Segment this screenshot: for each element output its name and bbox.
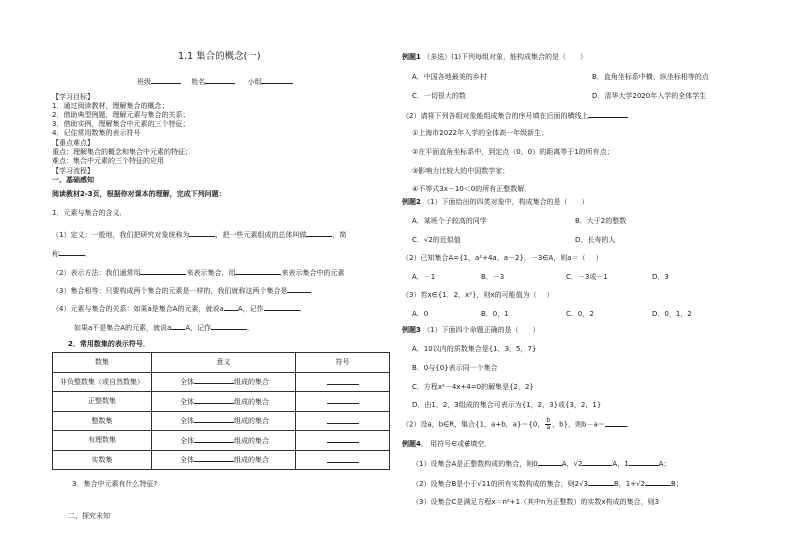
meaning-cell: 全体 组成的集合 [152,431,296,451]
table-row [53,392,390,412]
group-label: 小组 [247,78,262,86]
goal-item: 4．记住常用数集的表示符号 [52,129,141,137]
keypoint-key: 重点：理解集合的概念和集合中元素的特征； [52,148,192,156]
keypoints-heading: 【重点难点】 [52,139,94,147]
example-4-part-3: （3）设集合C是满足方程x＝n²+1（其中n为正整数）的实数x构成的集合，则3 [412,498,660,506]
option[interactable]: D．长寿的人 [575,236,616,244]
list-item: ①上海市2022年入学的全体高一年级新生； [412,129,549,137]
process-heading: 【学习流程】 [52,167,94,175]
fill-blank[interactable] [194,396,234,404]
option[interactable]: D．0，1，2 [652,310,692,318]
example-1-head: 例题1 [402,53,421,61]
set-name-cell: 实数集 [53,450,152,470]
option[interactable]: B．－3 [481,273,505,281]
meaning-cell: 全体 组成的集合 [152,392,296,412]
set-equality-line: （3）集合相等：只要构成两个集合的元素是一样的，我们就称这两个集合是 [52,285,311,296]
fill-blank[interactable] [327,416,359,424]
section-basic-heading: 一、基础感知 [52,176,94,184]
goals-heading: 【学习目标】 [52,93,94,101]
example-1-question: 例题1 （多选）(1)下列每组对象，能构成集合的是（ ） [402,53,588,61]
class-blank[interactable] [151,76,181,84]
reading-instruction: 阅读教材2-3页，根据你对课本的理解，完成下列问题： [52,190,226,198]
fraction: $\frac{b}{a}$ [546,417,551,431]
example-3-part-2: （2）设a，b∈R，集合{1，a+b，a}＝{0， $\frac{b}{a}$ ，b}，则b－a＝ ． [402,417,634,431]
table-row [53,411,390,431]
symbol-cell [296,392,390,412]
option[interactable]: B．直角坐标系中横、纵坐标相等的点 [592,73,709,81]
table-header: 符号 [296,353,390,373]
option[interactable]: B．大于2的整数 [575,217,627,225]
fill-blank[interactable] [59,248,85,256]
option[interactable]: D．清华大学2020年入学的全体学生 [592,92,707,100]
element-features-question: 3．集合中元素有什么特征? [72,480,158,488]
section-explore-heading: 二、探究未知 [68,512,110,520]
option[interactable]: B．0与{0}表示同一个集合 [412,364,498,372]
example-3-head: 例题3 [402,326,421,334]
fill-blank[interactable] [327,455,359,463]
table-row [53,372,390,392]
example-2-part-2: （2）已知集合A={1，a²+4a，a－2}，－3∈A，则a＝（ ） [402,254,603,262]
symbol-cell [296,431,390,451]
option[interactable]: C．0，2 [566,310,594,318]
set-name-cell: 有理数集 [53,431,152,451]
table-row [53,431,390,451]
fill-blank[interactable] [306,229,332,237]
fill-blank[interactable] [327,377,359,385]
fill-blank[interactable] [235,267,281,275]
fill-blank[interactable] [327,396,359,404]
fill-blank[interactable] [588,478,614,486]
definition-line-2: 称 ． [52,250,92,258]
set-name-cell: 非负整数集（或自然数集） [53,372,152,392]
example-3-question: 例题3 （1）下面四个命题正确的是（ ） [402,326,540,334]
question-element-set-title: 1．元素与集合的含义． [52,209,127,217]
fill-blank[interactable] [645,478,671,486]
fill-blank[interactable] [264,303,300,311]
option[interactable]: A．0 [412,310,429,318]
table-row [53,450,390,470]
fill-blank[interactable] [538,458,562,466]
number-sets-table [52,352,390,470]
example-2-part-3: （3）若x∈{1，2，x²}，则x的可能值为（ ） [402,291,554,299]
keypoint-difficulty: 难点：集合中元素的三个特征的应用 [52,157,164,165]
page-title: 1.1 集合的概念(一) [178,51,261,62]
option[interactable]: C．－3或－1 [566,273,608,281]
fill-blank[interactable] [194,415,234,423]
table-header: 意义 [152,353,296,373]
number-set-symbols-title: 2．常用数集的表示符号． [68,340,150,348]
meaning-cell: 全体 组成的集合 [152,372,296,392]
list-item: ④不等式3x－10＜0的所有正整数解． [412,185,532,193]
table-header: 数集 [53,353,152,373]
fill-blank[interactable] [194,376,234,384]
meaning-cell: 全体 组成的集合 [152,450,296,470]
option[interactable]: A．－1 [412,273,436,281]
list-item: ③影响力比较大的中国数学家； [412,167,510,175]
option[interactable]: C．方程x²－4x+4=0的解集是{2，2} [412,383,534,391]
fill-blank[interactable] [287,285,311,293]
name-blank[interactable] [205,76,235,84]
fill-blank[interactable] [194,435,234,443]
fill-blank[interactable] [194,454,234,462]
meaning-cell: 全体 组成的集合 [152,411,296,431]
fill-blank[interactable] [605,419,627,427]
example-4-head: 例题4． [402,440,428,448]
fill-blank[interactable] [189,229,215,237]
name-label: 姓名 [191,78,206,86]
option[interactable]: D．由1，2，3组成的集合可表示为{1，2，3}或{3，2，1} [412,401,602,409]
definition-line: （1）定义：一般地，我们把研究对象统称为 ，把一些元素组成的总体叫做 ，简 [52,231,347,239]
example-1-part-2: （2）请将下列各组对象能组成集合的序号填在后面的横线上 [402,110,628,121]
option[interactable]: C．√2的近似值 [412,236,461,244]
symbol-cell [296,411,390,431]
goal-item: 2．借助典型例题，理解元素与集合的关系； [52,111,190,119]
option[interactable]: D．3 [652,273,669,281]
fill-blank[interactable] [171,322,185,330]
goal-item: 1．通过阅读教材，理解集合的概念； [52,102,169,110]
example-4-part-1: （1）设集合A是正整数构成的集合，则0 A，√2 A，1 A； [412,460,671,468]
fill-blank[interactable] [211,322,247,330]
fill-blank[interactable] [224,303,238,311]
membership-line: （4）元素与集合的关系：如果a是集合A的元素，就说a A，记作 ． [52,305,307,313]
option[interactable]: C．一切很大的数 [412,92,466,100]
non-membership-line: 如果a不是集合A的元素，就说a A，记作 ． [74,324,255,332]
group-blank[interactable] [261,76,293,84]
class-label: 班级 [137,78,151,86]
table-header-row [53,353,390,373]
set-name-cell: 整数集 [53,411,152,431]
fill-blank[interactable] [629,458,659,466]
option[interactable]: A．中国各地最美的乡村 [412,73,487,81]
option[interactable]: B．0，1 [481,310,509,318]
fill-blank[interactable] [327,435,359,443]
class-name-group-line [137,76,293,87]
goal-item: 3．借助实例，理解集合中元素的三个特征； [52,120,190,128]
example-2-question: 例题2 （1）下面给出的四类对象中，构成集合的是（ ） [402,198,589,206]
option[interactable]: A．某班个子较高的同学 [412,217,487,225]
fill-blank[interactable] [588,110,628,118]
fill-blank[interactable] [582,458,612,466]
example-4-question: 例题4． 用符号∈或∉填空． [402,440,492,448]
symbol-cell [296,450,390,470]
example-2-head: 例题2 [402,198,421,206]
set-name-cell: 正整数集 [53,392,152,412]
symbol-cell [296,372,390,392]
example-4-part-2: （2）设集合B是小于√11的所有实数构成的集合，则2√3 B，1+√2 B； [412,480,683,488]
fill-blank[interactable] [140,267,186,275]
list-item: ②在平面直角坐标系中，到定点（0，0）的距离等于1的所有点； [412,148,614,156]
option[interactable]: A．10以内的质数集合是{1，3，5，7} [412,345,537,353]
notation-line: （2）表示方法：我们通常用 来表示集合，用 来表示集合中的元素 [52,269,345,277]
